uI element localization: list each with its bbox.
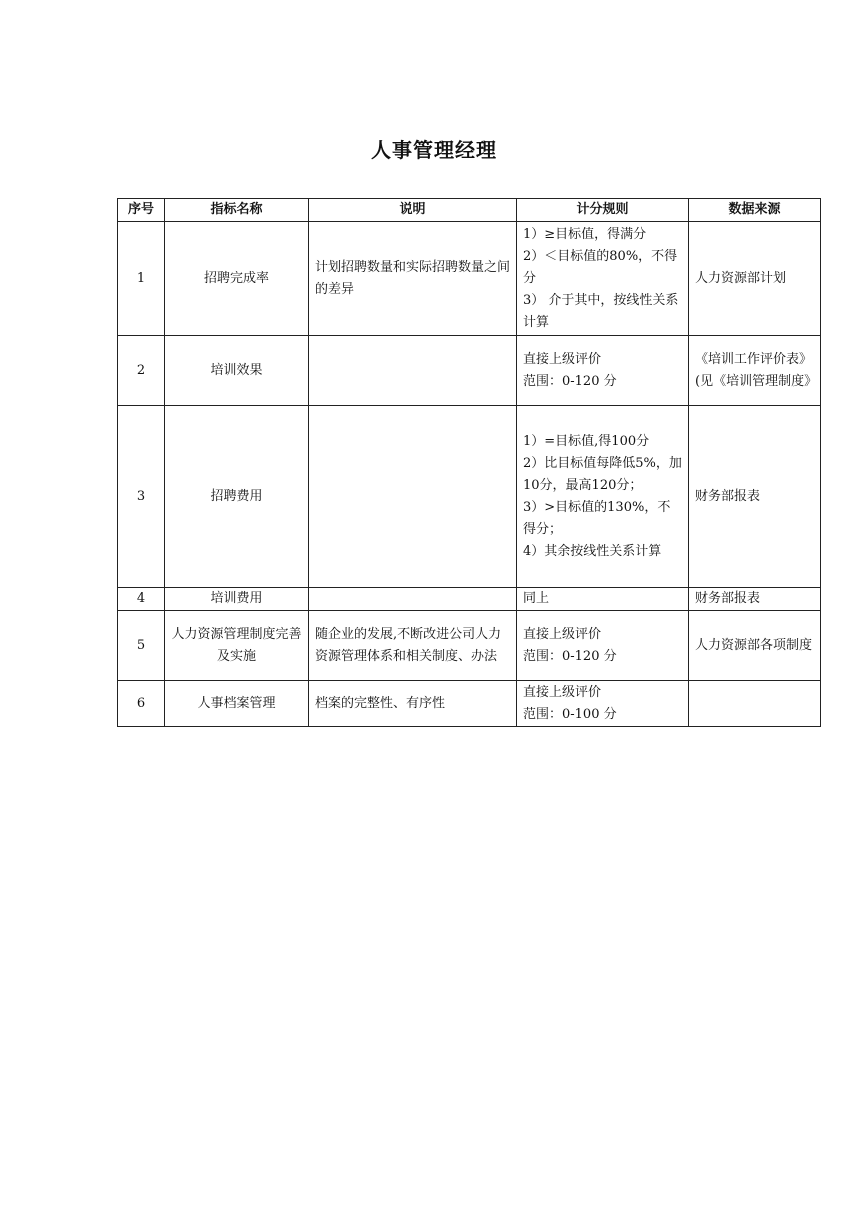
row-rule	[517, 611, 689, 681]
row-name: 人事档案管理	[165, 681, 309, 727]
row-desc	[309, 336, 517, 406]
row-source	[689, 681, 821, 727]
row-rule	[517, 681, 689, 727]
rule-line: 同上	[523, 591, 550, 606]
row-no: 1	[118, 222, 165, 336]
header-source: 数据来源	[689, 199, 821, 222]
table-row	[118, 406, 821, 588]
row-no: 4	[118, 588, 165, 611]
header-desc: 说明	[309, 199, 517, 222]
row-desc	[309, 406, 517, 588]
row-name: 招聘费用	[165, 406, 309, 588]
rule-line: 直接上级评价	[523, 351, 602, 367]
row-name: 培训费用	[165, 588, 309, 611]
rule-line: 范围：0-120 分	[523, 373, 617, 389]
rule-line: 2）比目标值每降低5%，加10分，最高120分；	[523, 455, 682, 493]
row-no: 2	[118, 336, 165, 406]
row-desc: 档案的完整性、有序性	[309, 681, 517, 727]
row-name: 培训效果	[165, 336, 309, 406]
rule-line: 3） 介于其中，按线性关系计算	[523, 292, 679, 330]
table-header-row	[118, 199, 821, 222]
row-desc: 随企业的发展,不断改进公司人力资源管理体系和相关制度、办法	[309, 611, 517, 681]
row-source: 财务部报表	[689, 406, 821, 588]
table-row	[118, 336, 821, 406]
table-row	[118, 681, 821, 727]
rule-line: 4）其余按线性关系计算	[523, 543, 662, 559]
rule-line: 范围：0-120 分	[523, 648, 617, 664]
row-rule	[517, 588, 689, 611]
rule-line: 范围：0-100 分	[523, 706, 617, 722]
page-title: 人事管理经理	[371, 138, 497, 162]
row-no: 3	[118, 406, 165, 588]
row-rule	[517, 336, 689, 406]
kpi-table	[117, 198, 821, 727]
header-name: 指标名称	[165, 199, 309, 222]
row-no: 6	[118, 681, 165, 727]
rule-line: 直接上级评价	[523, 684, 602, 700]
row-source: 人力资源部各项制度	[689, 611, 821, 681]
table-row	[118, 588, 821, 611]
row-desc	[309, 588, 517, 611]
row-rule	[517, 406, 689, 588]
row-desc: 计划招聘数量和实际招聘数量之间的差异	[309, 222, 517, 336]
row-source: 《培训工作评价表》(见《培训管理制度》	[689, 336, 821, 406]
rule-line: 1）=目标值,得100分	[523, 433, 650, 449]
rule-line: 2）＜目标值的80%，不得分	[523, 248, 678, 286]
row-name: 人力资源管理制度完善及实施	[165, 611, 309, 681]
rule-line: 直接上级评价	[523, 626, 602, 642]
table-row	[118, 222, 821, 336]
row-no: 5	[118, 611, 165, 681]
row-name: 招聘完成率	[165, 222, 309, 336]
row-source: 财务部报表	[689, 588, 821, 611]
rule-line: 3）>目标值的130%，不得分；	[523, 499, 671, 537]
header-rule: 计分规则	[517, 199, 689, 222]
rule-line: 1）≥目标值，得满分	[523, 226, 647, 242]
table-row	[118, 611, 821, 681]
header-no: 序号	[118, 199, 165, 222]
row-rule	[517, 222, 689, 336]
row-source: 人力资源部计划	[689, 222, 821, 336]
